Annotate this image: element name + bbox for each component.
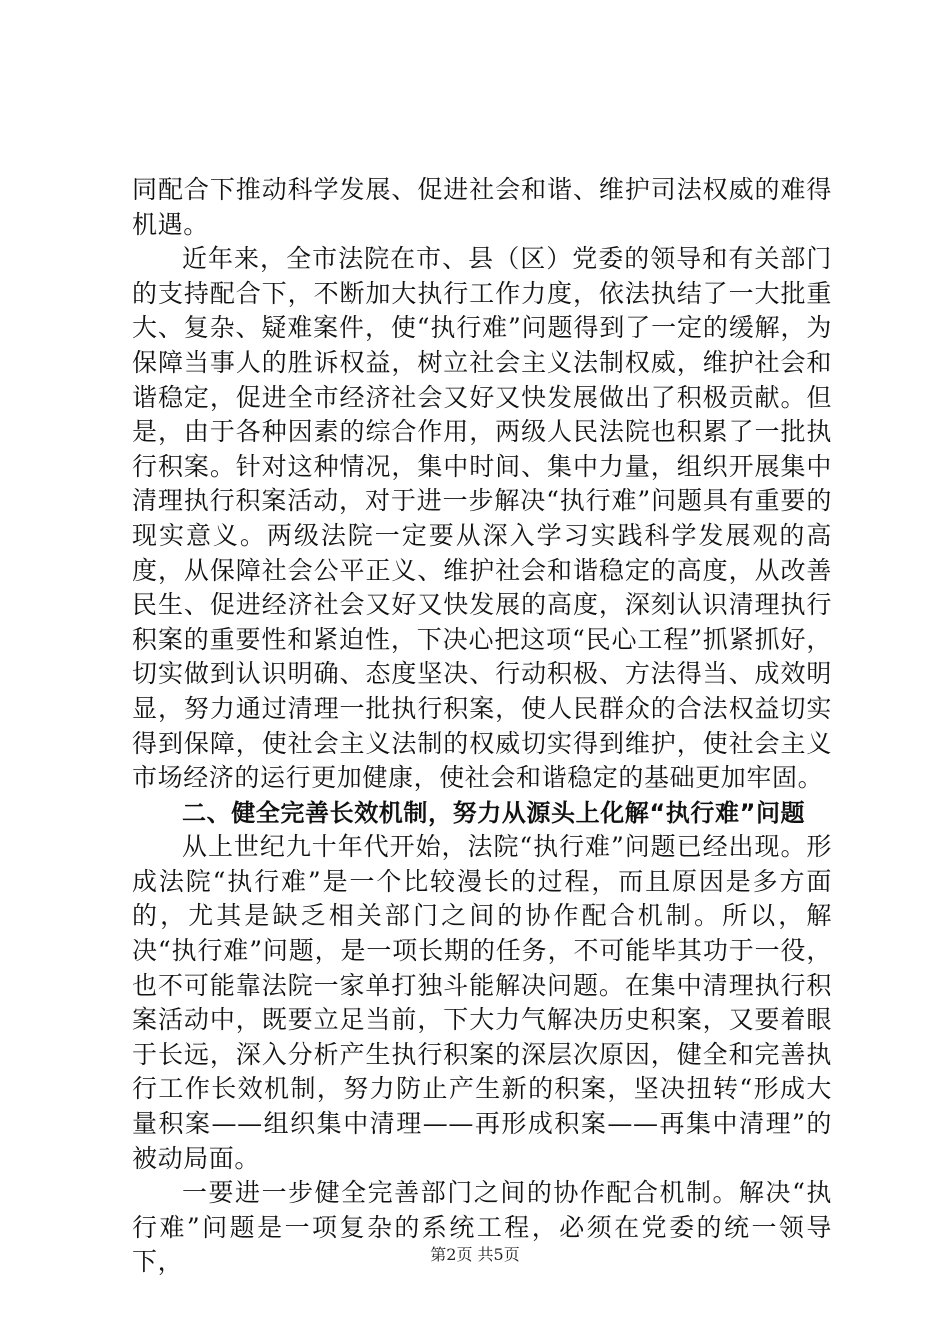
- paragraph-history: 从上世纪九十年代开始，法院“执行难”问题已经出现。形成法院“执行难”是一个比较漫长的过程，而且原因是多方面的，尤其是缺乏相关部门之间的协作配合机制。所以，解决“执行难”问题，是一项长期的任务，不可能毕其功于一役，也不可能靠法院一家单打独斗能解决问题。在集中清理执行积案活动中，既要立足当前，下大力气解决历史积案，又要着眼于长远，深入分析产生执行积案的深层次原因，健全和完善执行工作长效机制，努力防止产生新的积案，坚决扭转“形成大量积案——组织集中清理——再形成积案——再集中清理”的被动局面。: [132, 832, 832, 1173]
- paragraph-continuation: 同配合下推动科学发展、促进社会和谐、维护司法权威的难得机遇。: [132, 175, 832, 239]
- section-heading: 二、健全完善长效机制，努力从源头上化解“执行难”问题: [182, 798, 806, 827]
- page-number-footer: 第2页 共5页: [430, 1245, 520, 1264]
- document-body: [132, 173, 832, 1280]
- paragraph-coordination: 一要进一步健全完善部门之间的协作配合机制。解决“执行难”问题是一项复杂的系统工程，必须在党委的统一领导下，: [132, 1178, 832, 1277]
- paragraph-recent-years: 近年来，全市法院在市、县（区）党委的领导和有关部门的支持配合下，不断加大执行工作力度，依法执结了一大批重大、复杂、疑难案件，使“执行难”问题得到了一定的缓解，为保障当事人的胜诉权益，树立社会主义法制权威，维护社会和谐稳定，促进全市经济社会又好又快发展做出了积极贡献。但是，由于各种因素的综合作用，两级人民法院也积累了一批执行积案。针对这种情况，集中时间、集中力量，组织开展集中清理执行积案活动，对于进一步解决“执行难”问题具有重要的现实意义。两级法院一定要从深入学习实践科学发展观的高度，从保障社会公平正义、维护社会和谐稳定的高度，从改善民生、促进经济社会又好又快发展的高度，深刻认识清理执行积案的重要性和紧迫性，下决心把这项“民心工程”抓紧抓好，切实做到认识明确、态度坚决、行动积极、方法得当、成效明显，努力通过清理一批执行积案，使人民群众的合法权益切实得到保障，使社会主义法制的权威切实得到维护，使社会主义市场经济的运行更加健康，使社会和谐稳定的基础更加牢固。: [132, 244, 832, 793]
